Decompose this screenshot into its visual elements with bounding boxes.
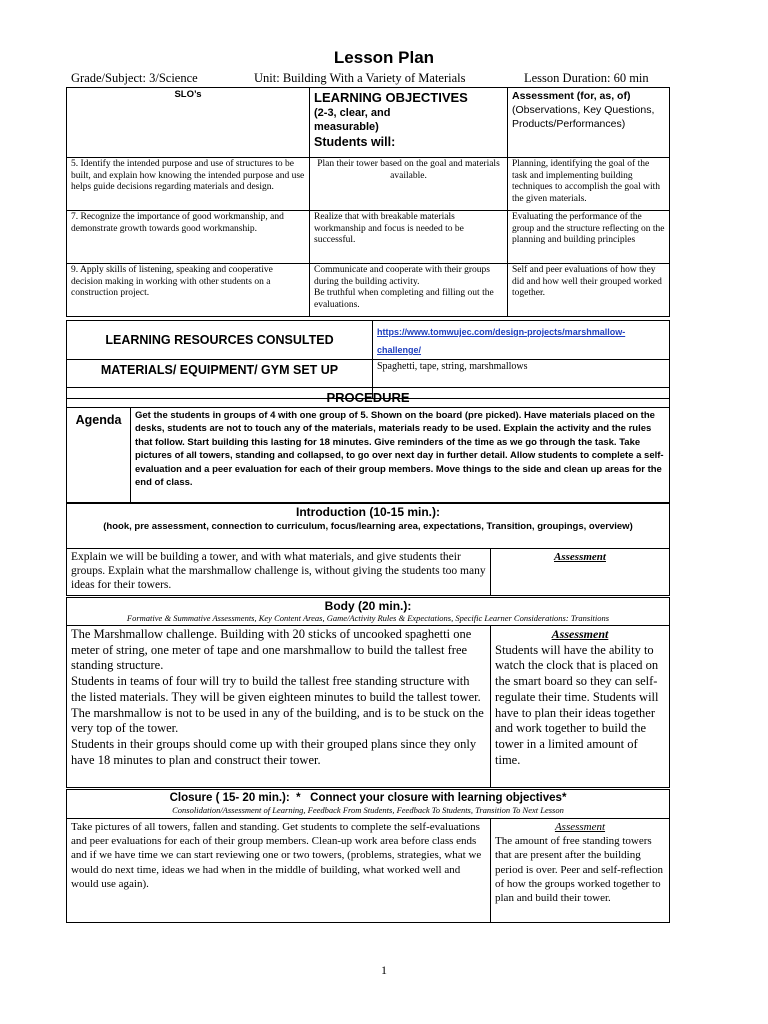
closure-table xyxy=(66,789,670,923)
objectives-header-title: LEARNING OBJECTIVES xyxy=(314,90,468,105)
assessment-header-sub: (Observations, Key Questions, Products/Performances) xyxy=(512,104,655,130)
slo-header: SLO’s xyxy=(67,88,310,158)
assessment-cell: Self and peer evaluations of how they did and how well their grouped worked together. xyxy=(508,264,670,317)
closure-title: Closure ( 15- 20 min.): * Connect your closure with learning objectives* xyxy=(169,792,567,804)
lesson-duration: Lesson Duration: 60 min xyxy=(524,71,649,85)
assessment-cell: Planning, identifying the goal of the task and implementing building techniques to accomplish the goal with the given materials. xyxy=(508,158,670,211)
unit-name: Unit: Building With a Variety of Materials xyxy=(254,71,466,85)
page-title: Lesson Plan xyxy=(333,48,435,67)
body-header xyxy=(67,598,670,626)
slo-table xyxy=(66,87,670,317)
slo-row xyxy=(67,158,670,211)
materials-value: Spaghetti, tape, string, marshmallows xyxy=(373,360,670,399)
introduction-assessment-label: Assessment xyxy=(491,549,670,596)
body-assessment-label: Assessment xyxy=(551,627,609,641)
closure-header xyxy=(67,790,670,819)
body-assessment-text: Students will have the ability to watch the clock that is placed on the smart board so they can self-regulate their time. Students will have to plan their ideas together and work together to build the tower in a limited amount of time. xyxy=(495,642,659,767)
body-subtitle: Formative & Summative Assessments, Key Content Areas, Game/Activity Rules & Expectations, Specific Learner Considerations: Transitions xyxy=(126,613,610,623)
body-assessment-cell xyxy=(491,626,670,788)
slo-row xyxy=(67,264,670,317)
body-table xyxy=(66,597,670,788)
body-text: The Marshmallow challenge. Building with 20 sticks of uncooked spaghetti one meter of string, one meter of tape and one marshmallow to build the tallest free standing structure. Students in teams of four will try to build the tallest free standing structure with the listed materials. They will be given eighteen minutes to build the tallest tower. The marshmallow is not to be used in any of the building, and is to be stuck on the very top of the tower. Students in their groups should come up with their grouped plans since they only have 18 minutes to plan and construct their tower. xyxy=(67,626,491,788)
body-title: Body (20 min.): xyxy=(324,599,412,613)
introduction-header xyxy=(67,504,670,549)
assessment-header xyxy=(508,88,670,158)
grade-subject: Grade/Subject: 3/Science xyxy=(71,71,198,85)
resources-link[interactable]: https://www.tomwujec.com/design-projects/marshmallow-challenge/ xyxy=(377,327,626,355)
closure-subtitle: Consolidation/Assessment of Learning, Feedback From Students, Feedback To Students, Transition To Next Lesson xyxy=(172,805,564,815)
assessment-header-title: Assessment (for, as, of) xyxy=(512,90,631,102)
introduction-table xyxy=(66,503,670,596)
objective-cell: Realize that with breakable materials workmanship and focus is needed to be successful. xyxy=(310,211,508,264)
agenda-text: Get the students in groups of 4 with one group of 5. Shown on the board (pre picked). Have materials placed on the desks, students are not to touch any of the materials, materials ready to be used. Explain the activity and the rules that follow. Start building this lasting for 18 minutes. Give reminders of the time as we go through the task. Take pictures of all towers, standing and collapsed, to go over next day in further detail. Allow students to complete a self-evaluation and a peer evaluation for each of their group members. Move things to the side and clean up areas for the end of class. xyxy=(131,408,670,503)
objectives-header-sub: (2-3, clear, and measurable) xyxy=(314,107,391,133)
agenda-label: Agenda xyxy=(67,408,131,503)
resources-link-cell xyxy=(373,321,670,360)
objective-cell: Plan their tower based on the goal and materials available. xyxy=(310,158,508,211)
objectives-header xyxy=(310,88,508,158)
page-number: 1 xyxy=(381,963,387,977)
introduction-subtitle: (hook, pre assessment, connection to curriculum, focus/learning area, expectations, Transition, groupings, overview) xyxy=(103,521,633,532)
materials-label: MATERIALS/ EQUIPMENT/ GYM SET UP xyxy=(67,360,373,399)
slo-cell: 7. Recognize the importance of good workmanship, and demonstrate growth towards good workmanship. xyxy=(67,211,310,264)
resources-label: LEARNING RESOURCES CONSULTED xyxy=(67,321,373,360)
procedure-table xyxy=(66,387,670,503)
objectives-header-students: Students will: xyxy=(314,135,396,149)
introduction-text: Explain we will be building a tower, and with what materials, and give students their groups. Explain what the marshmallow challenge is, without giving the students too many ideas for their towers. xyxy=(67,549,491,596)
slo-cell: 5. Identify the intended purpose and use of structures to be built, and explain how knowing the intended purpose and use helps guide decisions regarding materials and design. xyxy=(67,158,310,211)
closure-assessment-text: The amount of free standing towers that are present after the building period is over. Peer and self-reflection of how the groups worked together to plan and build their tower. xyxy=(495,835,663,905)
objective-cell: Communicate and cooperate with their groups during the building activity. Be truthful when completing and filling out the evaluations. xyxy=(310,264,508,317)
slo-row xyxy=(67,211,670,264)
closure-assessment-cell xyxy=(491,819,670,923)
closure-assessment-label: Assessment xyxy=(554,821,606,833)
introduction-title: Introduction (10-15 min.): xyxy=(296,505,440,519)
assessment-cell: Evaluating the performance of the group and the structure reflecting on the planning and building principles xyxy=(508,211,670,264)
procedure-label: PROCEDURE xyxy=(67,388,670,408)
slo-cell: 9. Apply skills of listening, speaking and cooperative decision making in working with other students on a construction project. xyxy=(67,264,310,317)
closure-text: Take pictures of all towers, fallen and standing. Get students to complete the self-evaluations and peer evaluations for each of their group members. Clean-up work area before class ends and if we have time we can start reviewing one or two towers, (problems, strategies, what we would do next time, ideas we had when in the middle of building, what worked well and would use again). xyxy=(67,819,491,923)
